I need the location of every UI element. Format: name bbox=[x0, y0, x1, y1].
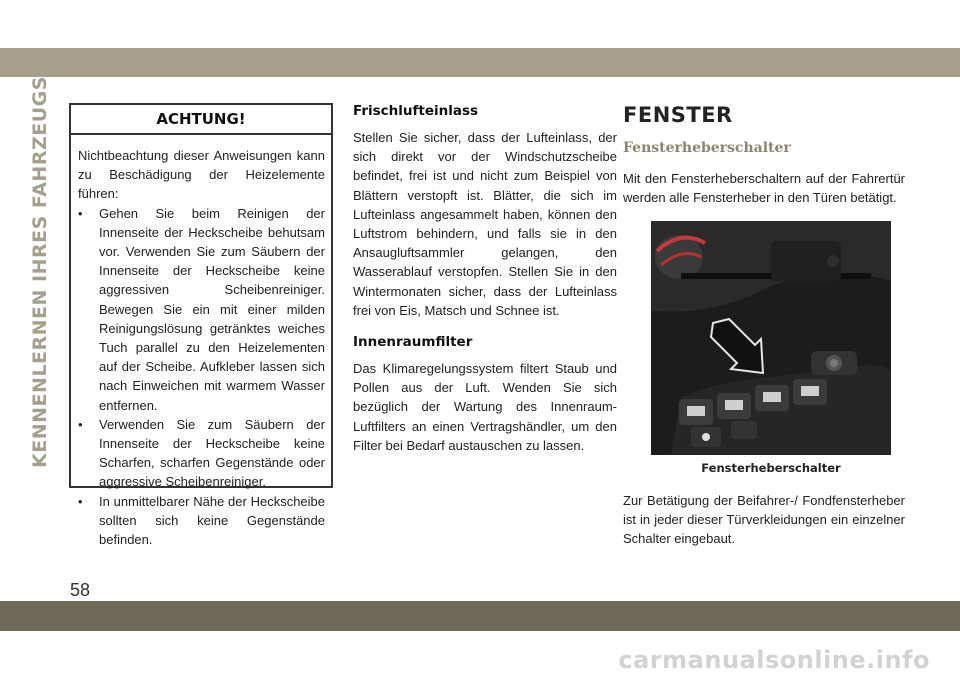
heading-fresh-air: Frischlufteinlass bbox=[353, 103, 479, 119]
door-panel-image bbox=[651, 221, 891, 455]
figure-caption: Fensterheberschalter bbox=[701, 461, 841, 475]
middle-column bbox=[353, 103, 617, 455]
warning-bullet: • Verwenden Sie zum Säubern der Innenseite der Heckscheibe keine Scharfen, scharfen Gegenstände oder aggressive Scheibenreiniger. bbox=[78, 416, 325, 490]
warning-title: ACHTUNG! bbox=[71, 105, 331, 135]
window-switch-photo bbox=[651, 221, 891, 455]
footer-band bbox=[0, 601, 960, 631]
bullet-symbol: • bbox=[78, 416, 83, 432]
bullet-symbol: • bbox=[78, 205, 83, 221]
window-switch-text: Mit den Fensterheberschaltern auf der Fahrertür werden alle Fensterheber in den Türen betätigt. bbox=[623, 171, 905, 206]
warning-bullet: • In unmittelbarer Nähe der Heckscheibe sollten sich keine Gegenstände befinden. bbox=[78, 493, 325, 548]
section-subtitle: Fensterheberschalter bbox=[623, 140, 791, 156]
cabin-filter-text: Das Klimaregelungssystem filtert Staub und Pollen aus der Luft. Wenden Sie sich bezüglich der Wartung des Innenraum-Luftfilters an einen Vertragshändler, um den Filter bei Bedarf austauschen zu lassen. bbox=[353, 361, 617, 453]
fresh-air-text: Stellen Sie sicher, dass der Lufteinlass, der sich direkt vor der Windschutzscheibe befindet, frei ist und nicht zum Beispiel von Blättern verstopft ist. Blätter, die sich im Lufteinlass angesammelt haben, können den Luftstrom behindern, und falls sie in den Ansaugluftsammler gelangen, den Wasserablauf verstopfen. Stellen Sie in den Wintermonaten sicher, dass der Lufteinlass frei von Eis, Matsch und Schnee ist. bbox=[353, 130, 617, 318]
heading-cabin-filter: Innenraumfilter bbox=[353, 334, 473, 351]
passenger-switch-text: Zur Betätigung der Beifahrer-/ Fondfensterheber ist in jeder dieser Türverkleidungen ein einzelner Schalter eingebaut. bbox=[623, 493, 905, 547]
bullet-symbol: • bbox=[78, 493, 83, 509]
page-number: 58 bbox=[70, 580, 91, 600]
warning-bullet: • Gehen Sie beim Reinigen der Innenseite der Heckscheibe behutsam vor. Verwenden Sie zum Säubern der Innenseite der Heckscheibe keine aggressiven Scheibenreiniger. Bewegen Sie ein mit einer milden Reinigungslösung getränktes weiches Tuch parallel zu den Heizelementen auf der Scheibe. Aufkleber lassen sich nach Einweichen mit warmem Wasser entfernen. bbox=[78, 205, 325, 413]
warning-box bbox=[69, 103, 333, 548]
right-column bbox=[623, 103, 905, 207]
warning-intro: Nichtbeachtung dieser Anweisungen kann zu Beschädigung der Heizelemente führen: bbox=[78, 148, 325, 202]
right-column-continued bbox=[623, 491, 905, 549]
header-band bbox=[0, 48, 960, 77]
warning-list bbox=[78, 204, 325, 550]
watermark: carmanualsonline.info bbox=[618, 646, 930, 674]
section-title: FENSTER bbox=[623, 103, 733, 127]
chapter-side-label: KENNENLERNEN IHRES FAHRZEUGS bbox=[29, 76, 52, 468]
